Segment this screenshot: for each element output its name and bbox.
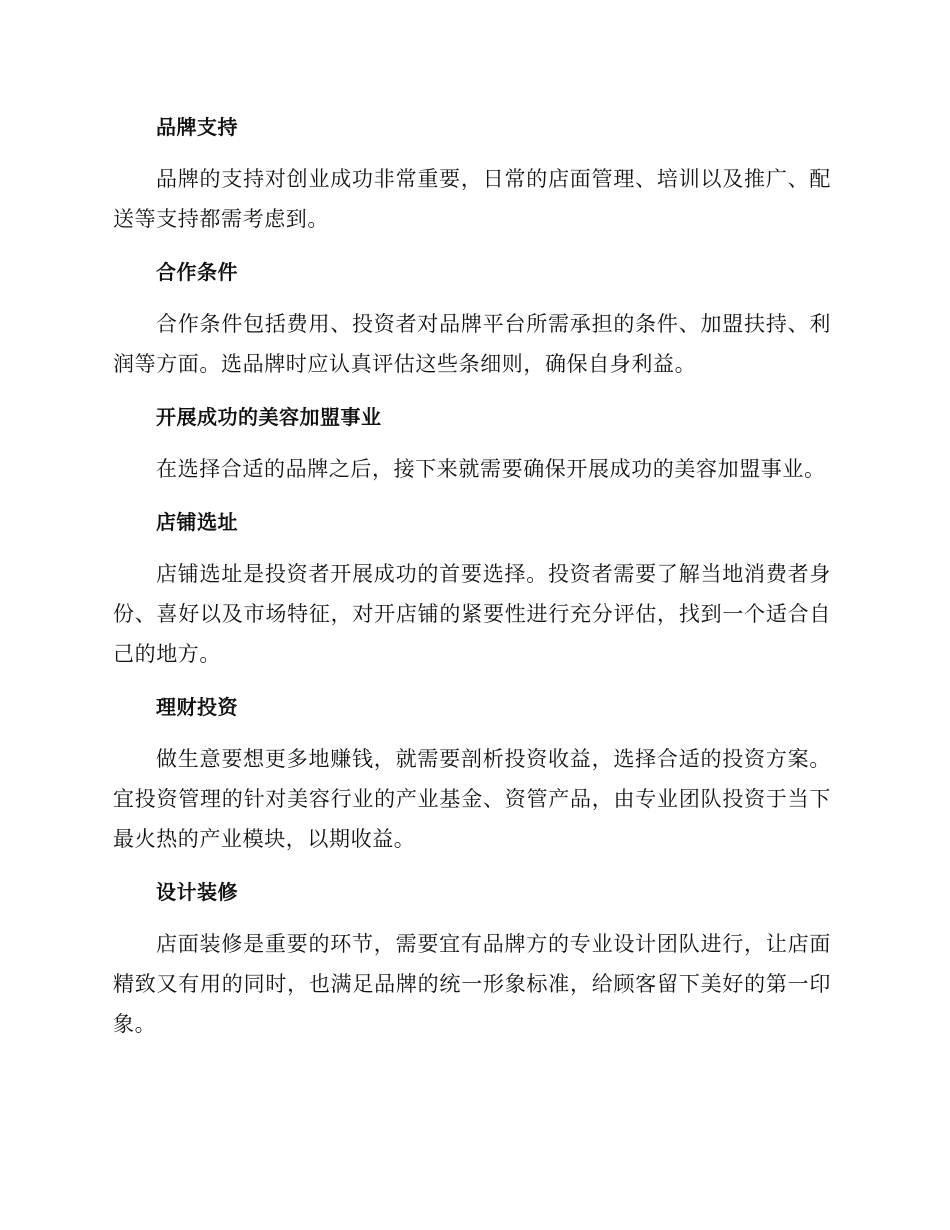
section-body-store-location: 店铺选址是投资者开展成功的首要选择。投资者需要了解当地消费者身份、喜好以及市场特征，对开店铺的紧要性进行充分评估，找到一个适合自己的地方。	[113, 562, 831, 666]
section-body-brand-support: 品牌的支持对创业成功非常重要，日常的店面管理、培训以及推广、配送等支持都需考虑到。	[113, 167, 831, 231]
section-heading-brand-support: 品牌支持	[156, 115, 238, 139]
section-body-successful-franchise: 在选择合适的品牌之后，接下来就需要确保开展成功的美容加盟事业。	[156, 457, 826, 481]
section-body-financial-investment: 做生意要想更多地赚钱，就需要剖析投资收益，选择合适的投资方案。宜投资管理的针对美容行业的产业基金、资管产品，由专业团队投资于当下最火热的产业模块，以期收益。	[113, 747, 831, 851]
section-heading-design-decoration: 设计装修	[156, 880, 238, 904]
document-content	[113, 108, 831, 1058]
section-heading-store-location: 店铺选址	[156, 510, 238, 534]
section-body-cooperation-terms: 合作条件包括费用、投资者对品牌平台所需承担的条件、加盟扶持、利润等方面。选品牌时应认真评估这些条细则，确保自身利益。	[113, 312, 831, 376]
section-heading-cooperation-terms: 合作条件	[156, 260, 238, 284]
section-body-design-decoration: 店面装修是重要的环节，需要宜有品牌方的专业设计团队进行，让店面精致又有用的同时，也满足品牌的统一形象标准，给顾客留下美好的第一印象。	[113, 932, 831, 1036]
section-heading-successful-franchise: 开展成功的美容加盟事业	[156, 405, 382, 429]
section-heading-financial-investment: 理财投资	[156, 695, 238, 719]
